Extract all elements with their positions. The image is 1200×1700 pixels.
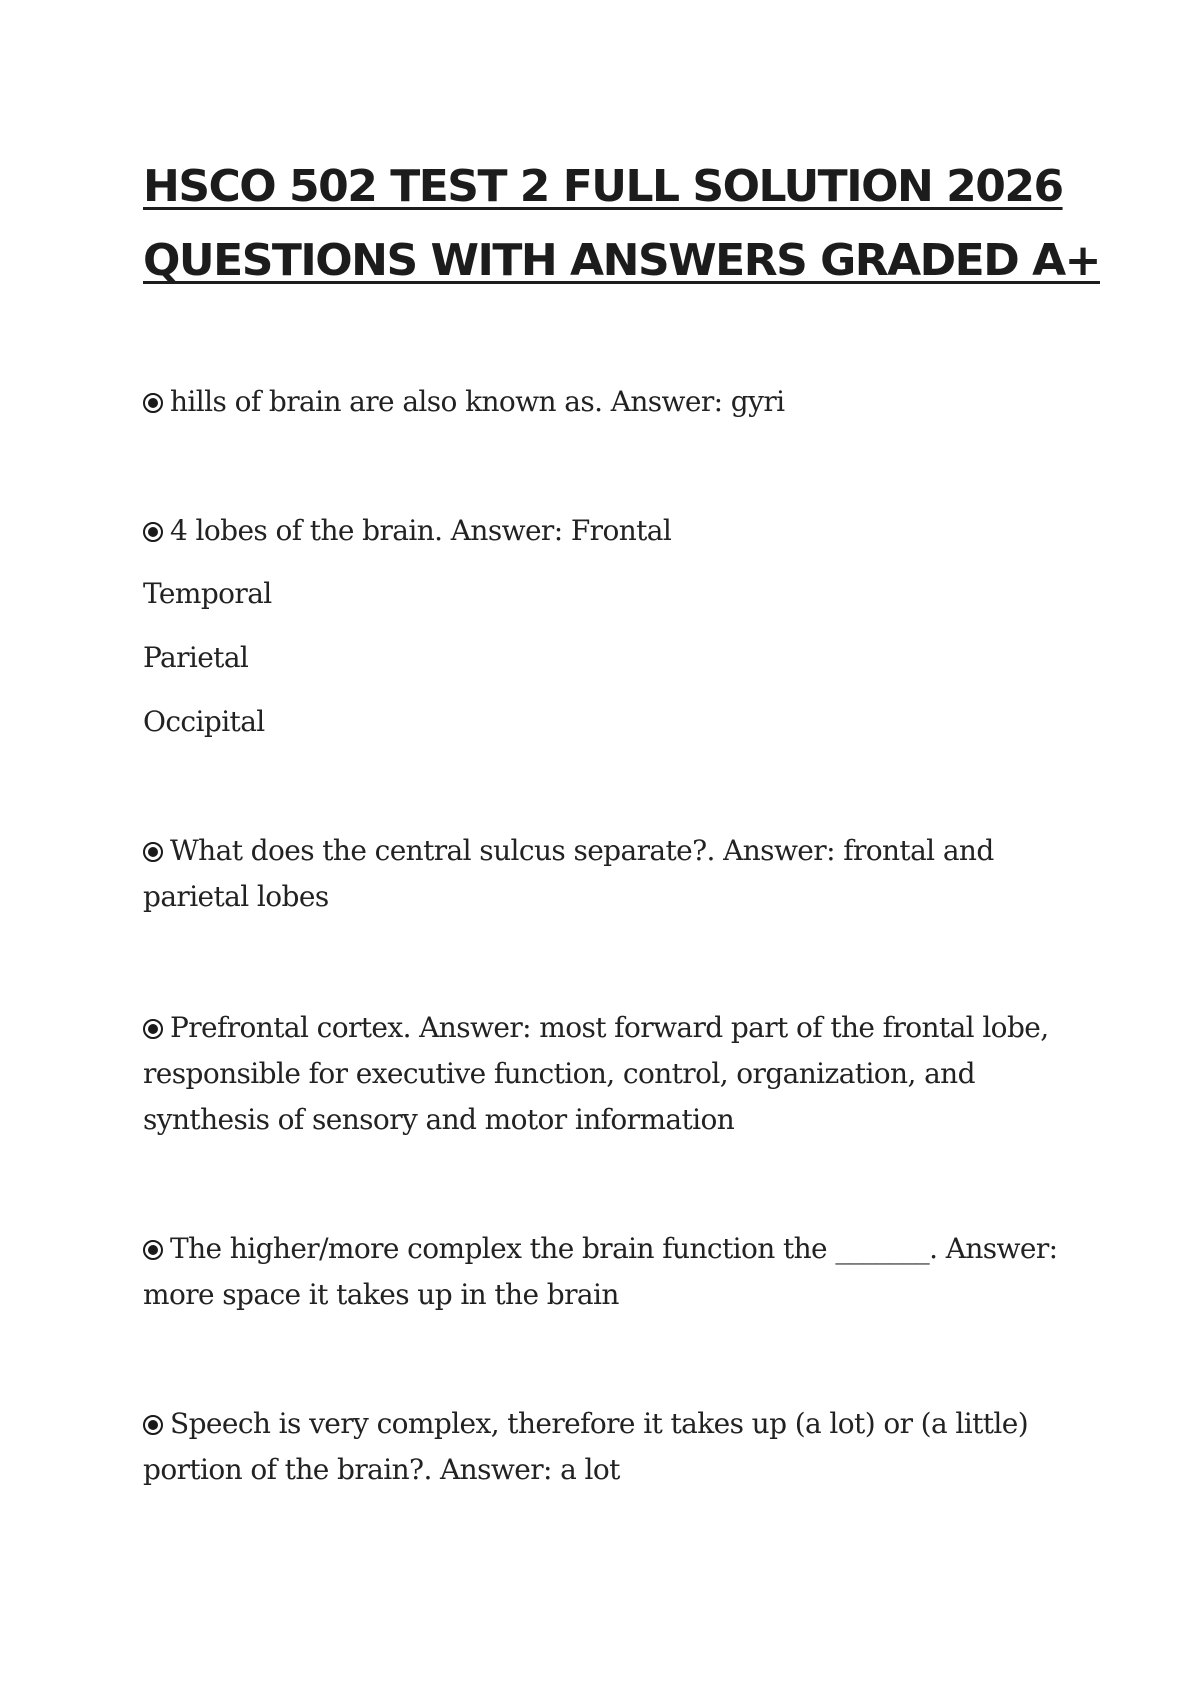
radio-bullet-icon	[143, 1240, 163, 1260]
title-line-1: HSCO 502 TEST 2 FULL SOLUTION 2026	[143, 161, 1063, 212]
radio-bullet-icon	[143, 393, 163, 413]
qa-item-2-answer-parietal: Parietal	[143, 641, 249, 674]
qa-item-2	[143, 508, 1073, 554]
qa-item-3	[143, 828, 1073, 920]
qa-item-3-line-1: What does the central sulcus separate?. Answer: frontal and	[170, 834, 994, 867]
radio-bullet-icon	[143, 522, 163, 542]
qa-item-6	[143, 1401, 1073, 1493]
qa-item-3-line-2: parietal lobes	[143, 880, 329, 913]
qa-item-5	[143, 1226, 1073, 1318]
qa-item-5-line-2: more space it takes up in the brain	[143, 1278, 619, 1311]
radio-bullet-icon	[143, 842, 163, 862]
qa-item-2-answer-temporal: Temporal	[143, 577, 272, 610]
qa-item-2-answer-occipital: Occipital	[143, 705, 265, 738]
qa-item-4-line-2: responsible for executive function, control, organization, and	[143, 1057, 975, 1090]
qa-item-4	[143, 1005, 1073, 1143]
qa-item-6-line-1: Speech is very complex, therefore it takes up (a lot) or (a little)	[170, 1407, 1029, 1440]
qa-item-4-line-3: synthesis of sensory and motor information	[143, 1103, 735, 1136]
qa-item-1-line-1: hills of brain are also known as. Answer: gyri	[170, 385, 785, 418]
qa-item-2-line-1: 4 lobes of the brain. Answer: Frontal	[170, 514, 672, 547]
qa-item-4-line-1: Prefrontal cortex. Answer: most forward part of the frontal lobe,	[170, 1011, 1049, 1044]
qa-item-5-line-1: The higher/more complex the brain function the _______. Answer:	[170, 1232, 1058, 1265]
qa-item-6-line-2: portion of the brain?. Answer: a lot	[143, 1453, 620, 1486]
qa-item-1	[143, 379, 1073, 425]
document-title	[143, 150, 1103, 298]
radio-bullet-icon	[143, 1019, 163, 1039]
title-line-2: QUESTIONS WITH ANSWERS GRADED A+	[143, 235, 1100, 286]
radio-bullet-icon	[143, 1415, 163, 1435]
